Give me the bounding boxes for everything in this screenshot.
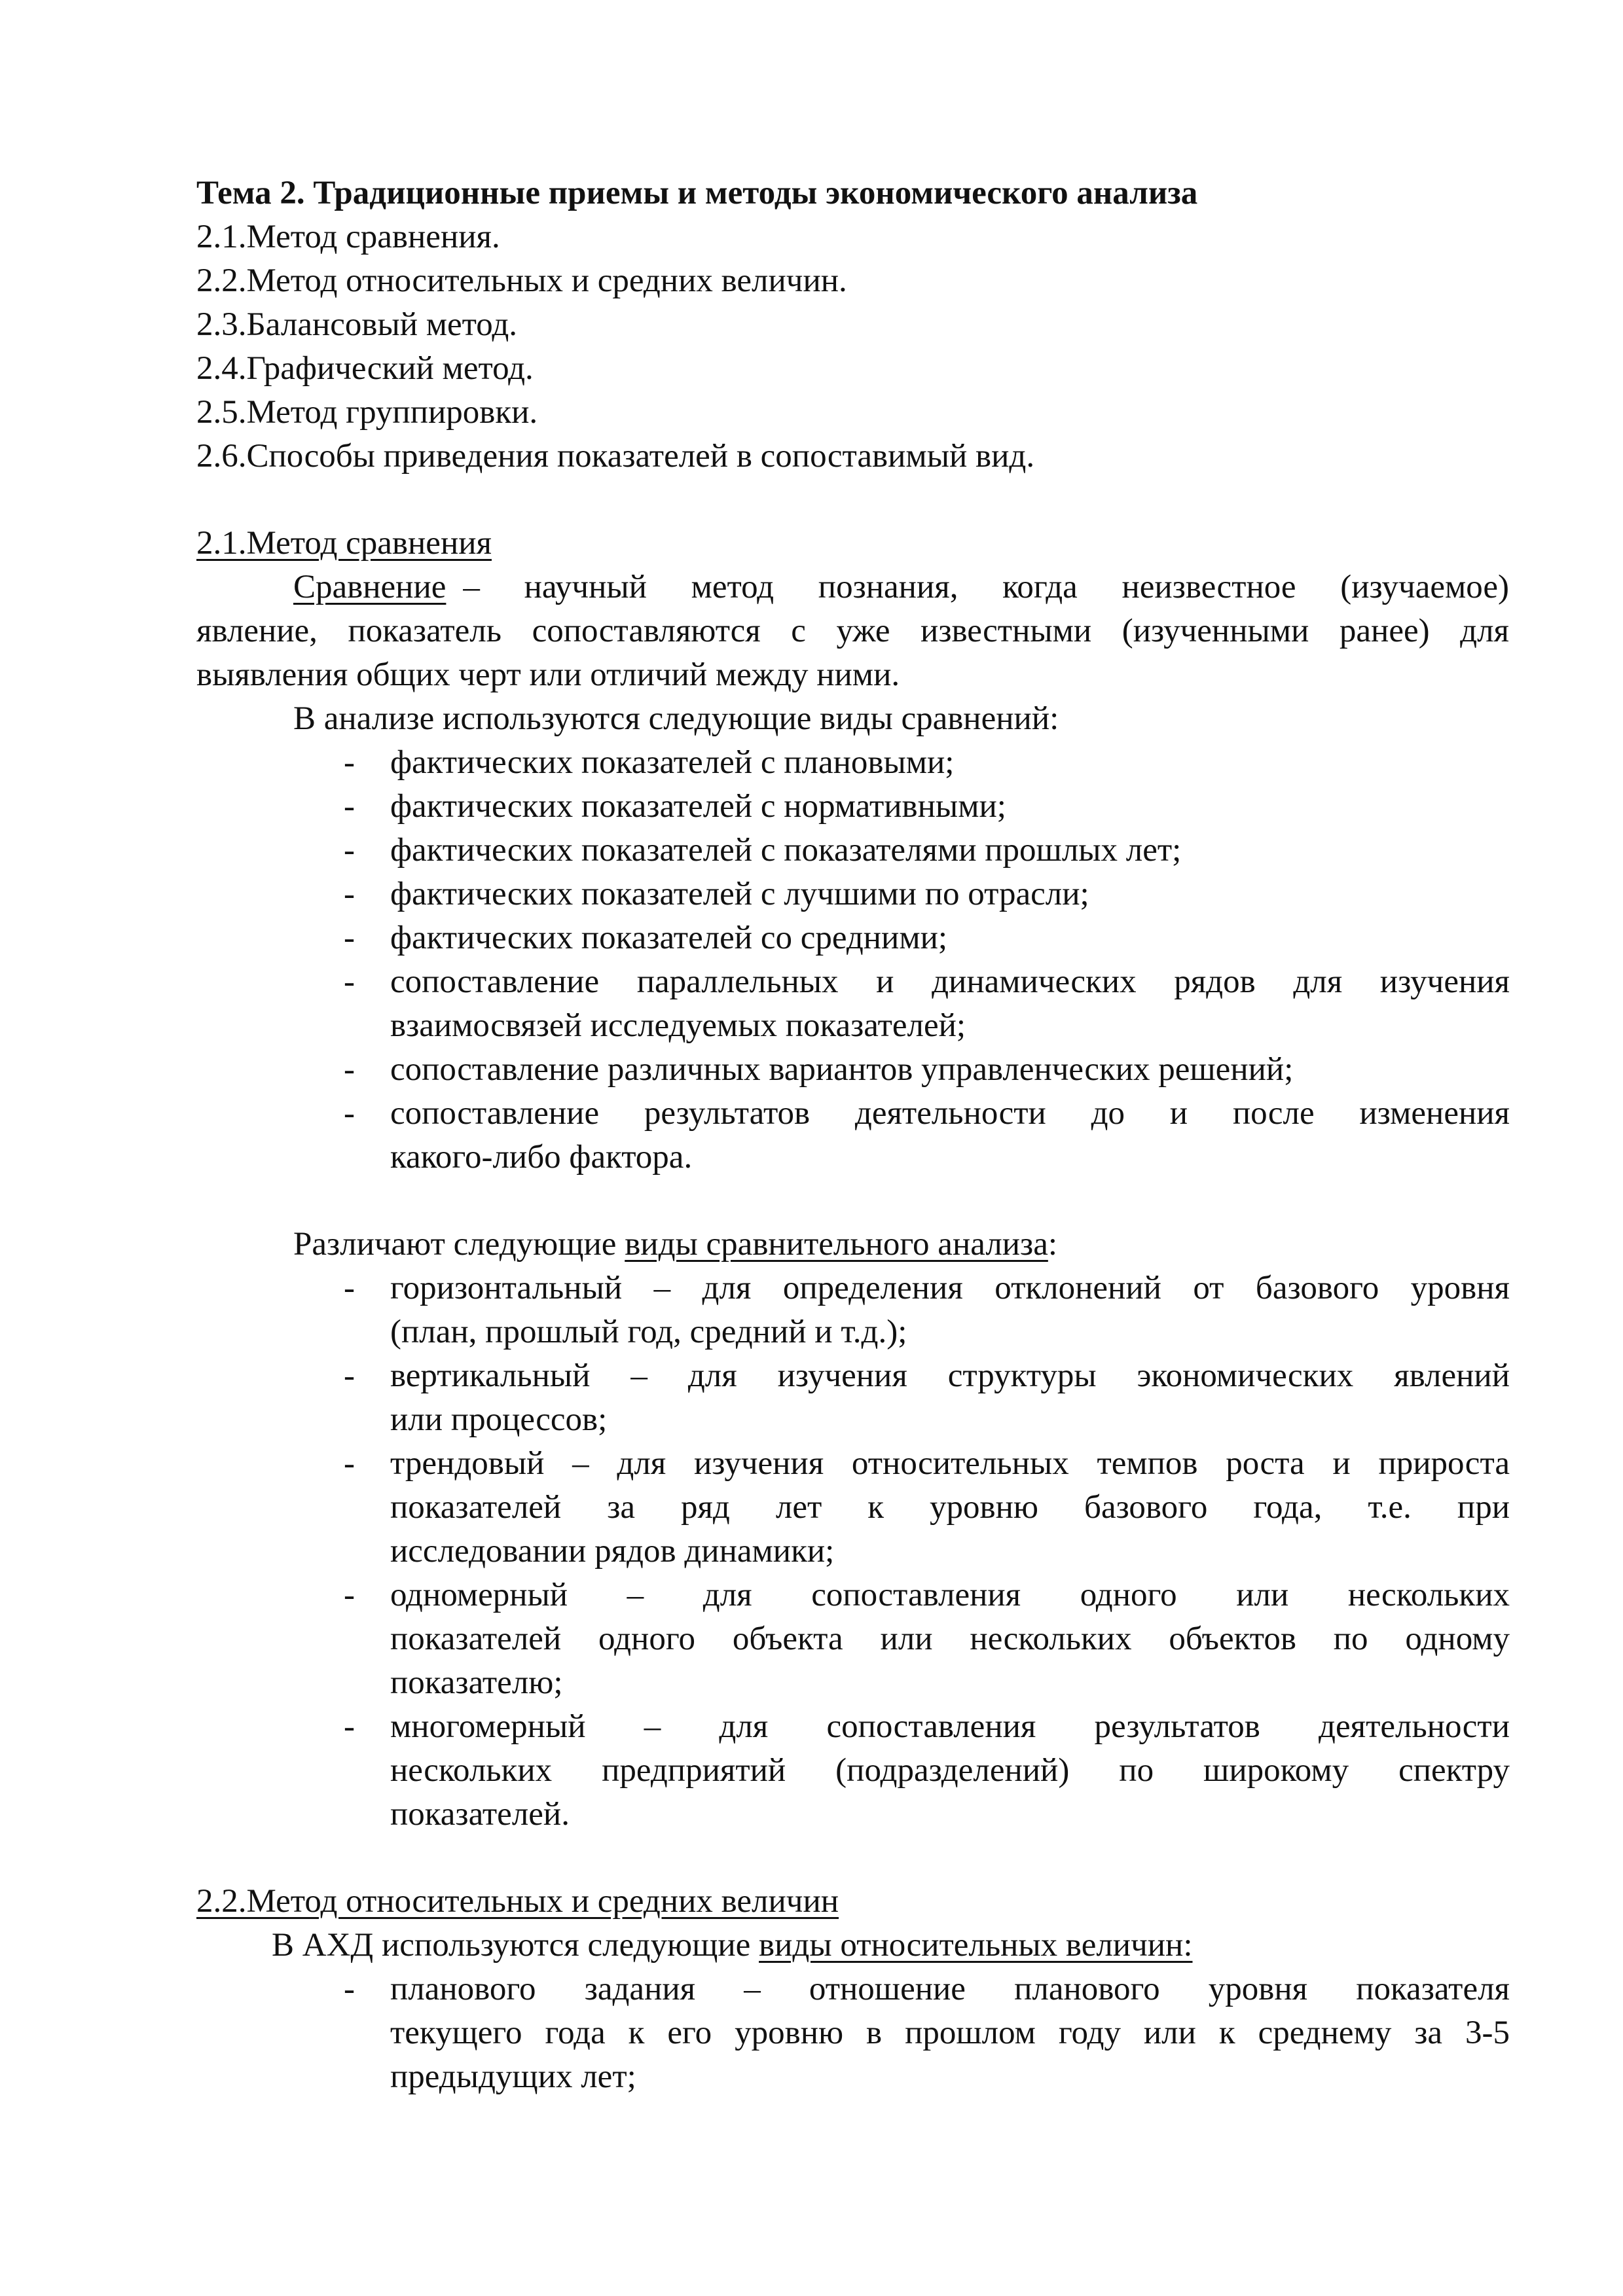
list-item: сопоставление различных вариантов управленческих решений; <box>390 1051 1294 1088</box>
list-item: фактических показателей со средними; <box>390 920 948 956</box>
list-item: нескольких предприятий (подразделений) по широкому спектру <box>390 1752 1510 1789</box>
bullet-dash: - <box>344 1445 355 1482</box>
bullet-dash: - <box>344 1708 355 1745</box>
bullet-dash: - <box>344 1971 355 2007</box>
list-item: фактических показателей с лучшими по отрасли; <box>390 876 1089 912</box>
list-item: показателю; <box>390 1664 563 1701</box>
bullet-dash: - <box>344 1270 355 1306</box>
bullet-dash: - <box>344 1357 355 1394</box>
list-item: какого-либо фактора. <box>390 1139 693 1175</box>
list-item: взаимосвязей исследуемых показателей; <box>390 1007 966 1044</box>
list-item: показателей за ряд лет к уровню базового года, т.е. при <box>390 1489 1510 1526</box>
toc-item: 2.4.Графический метод. <box>196 350 534 387</box>
toc-item: 2.6.Способы приведения показателей в сопоставимый вид. <box>196 438 1035 475</box>
definition-text: – научный метод познания, когда неизвестное (изучаемое) <box>463 569 1509 605</box>
kinds-intro-colon: : <box>1048 1226 1058 1263</box>
bullet-dash: - <box>344 920 355 956</box>
bullet-dash: - <box>344 1577 355 1613</box>
bullet-dash: - <box>344 788 355 825</box>
list-item: многомерный – для сопоставления результатов деятельности <box>390 1708 1510 1745</box>
list-item: горизонтальный – для определения отклонений от базового уровня <box>390 1270 1510 1306</box>
definition-term: Сравнение <box>293 569 447 605</box>
list-item: исследовании рядов динамики; <box>390 1533 835 1570</box>
list-item: трендовый – для изучения относительных темпов роста и прироста <box>390 1445 1510 1482</box>
toc-item: 2.2.Метод относительных и средних величин. <box>196 262 847 299</box>
relative-values-intro-text: В АХД используются следующие <box>272 1927 759 1964</box>
kinds-intro <box>293 1223 1057 1266</box>
section-heading-2-2: 2.2.Метод относительных и средних величин <box>196 1883 839 1920</box>
list-item: текущего года к его уровню в прошлом году или к среднему за 3-5 <box>390 2015 1510 2051</box>
bullet-dash: - <box>344 876 355 912</box>
list-item: предыдущих лет; <box>390 2058 636 2095</box>
kinds-intro-link: виды сравнительного анализа <box>625 1226 1048 1263</box>
relative-values-intro <box>272 1924 1193 1967</box>
kinds-intro-text: Различают следующие <box>293 1226 625 1263</box>
list-item: сопоставление параллельных и динамических рядов для изучения <box>390 963 1510 1000</box>
list-item: одномерный – для сопоставления одного или нескольких <box>390 1577 1510 1613</box>
bullet-dash: - <box>344 832 355 869</box>
relative-values-intro-link: виды относительных величин: <box>759 1927 1193 1964</box>
list-item: или процессов; <box>390 1401 608 1438</box>
list-item: (план, прошлый год, средний и т.д.); <box>390 1314 907 1350</box>
toc-item: 2.1.Метод сравнения. <box>196 219 500 255</box>
definition-text: выявления общих черт или отличий между ними. <box>196 656 900 693</box>
document-title: Тема 2. Традиционные приемы и методы экономического анализа <box>196 175 1198 211</box>
comparison-intro: В анализе используются следующие виды сравнений: <box>293 700 1059 737</box>
bullet-dash: - <box>344 1095 355 1132</box>
toc-item: 2.5.Метод группировки. <box>196 394 538 431</box>
list-item: показателей одного объекта или нескольких объектов по одному <box>390 1621 1510 1657</box>
list-item: планового задания – отношение планового уровня показателя <box>390 1971 1510 2007</box>
toc-item: 2.3.Балансовый метод. <box>196 306 518 343</box>
bullet-dash: - <box>344 963 355 1000</box>
bullet-dash: - <box>344 1051 355 1088</box>
definition-text: явление, показатель сопоставляются с уже известными (изученными ранее) для <box>196 613 1509 649</box>
bullet-dash: - <box>344 744 355 781</box>
list-item: фактических показателей с показателями прошлых лет; <box>390 832 1182 869</box>
section-heading-2-1: 2.1.Метод сравнения <box>196 525 492 562</box>
list-item: сопоставление результатов деятельности до и после изменения <box>390 1095 1510 1132</box>
list-item: фактических показателей с плановыми; <box>390 744 955 781</box>
definition-line <box>293 565 1509 609</box>
list-item: показателей. <box>390 1796 570 1833</box>
list-item: вертикальный – для изучения структуры экономических явлений <box>390 1357 1510 1394</box>
list-item: фактических показателей с нормативными; <box>390 788 1006 825</box>
